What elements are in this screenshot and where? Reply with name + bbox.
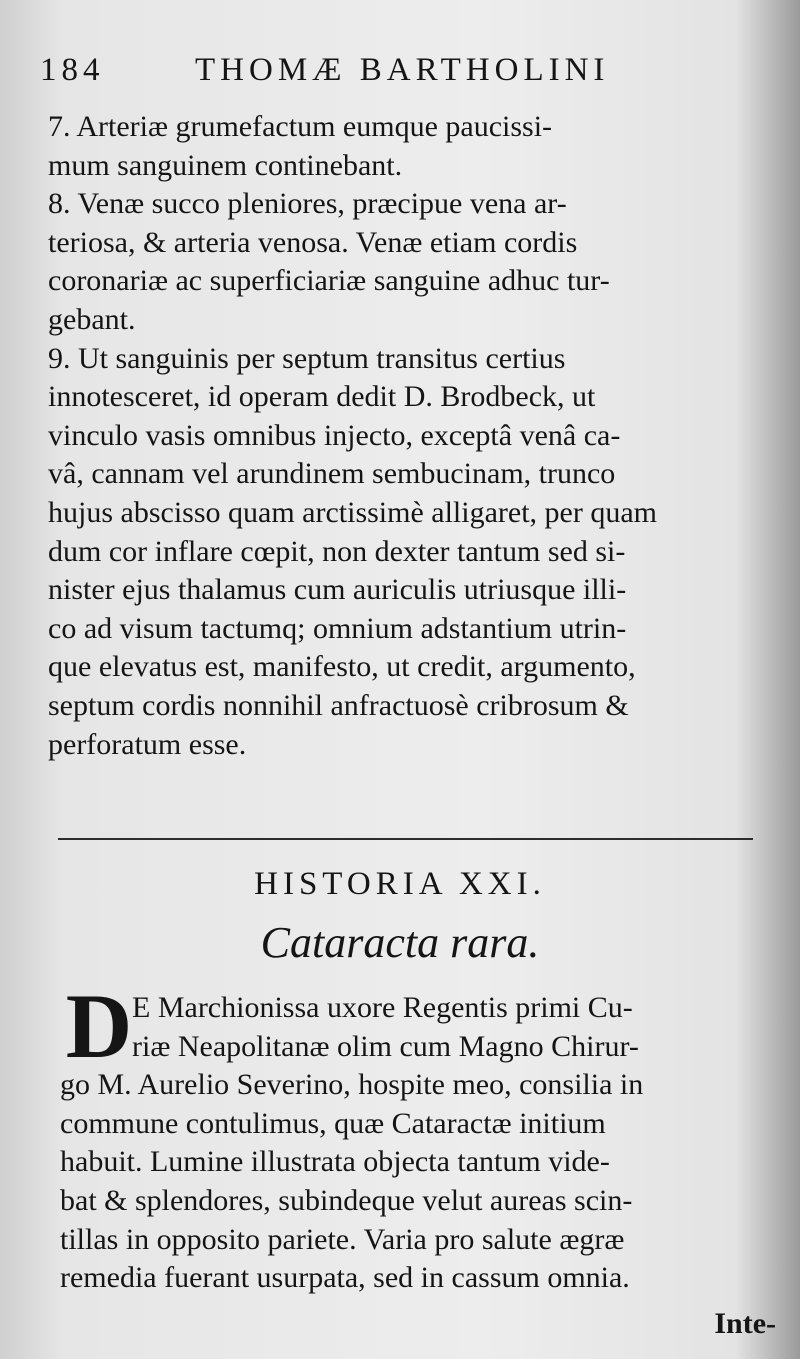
text-line: nister ejus thalamus cum auriculis utriusque illi- bbox=[48, 573, 627, 607]
section-divider bbox=[58, 838, 753, 840]
text-line: perforatum esse. bbox=[48, 727, 247, 761]
text-line: 9. Ut sanguinis per septum transitus certius bbox=[48, 341, 566, 375]
text-line: septum cordis nonnihil anfractuosè cribrosum & bbox=[48, 688, 629, 722]
text-line: hujus abscisso quam arctissimè alligaret, per quam bbox=[48, 495, 658, 529]
text-line: riæ Neapolitanæ olim cum Magno Chirur- bbox=[132, 1029, 639, 1063]
page-number: 184 bbox=[40, 52, 105, 88]
drop-cap-letter: D bbox=[65, 975, 133, 1077]
section-title: Cataracta rara. bbox=[260, 918, 540, 967]
text-line: 8. Venæ succo pleniores, præcipue vena ar- bbox=[48, 187, 567, 221]
text-line: E Marchionissa uxore Regentis primi Cu- bbox=[132, 991, 633, 1024]
text-line: vinculo vasis omnibus injecto, exceptâ venâ ca- bbox=[48, 418, 621, 452]
text-line: gebant. bbox=[48, 302, 136, 336]
upper-body-text bbox=[48, 108, 760, 764]
text-line: bat & splendores, subindeque velut aureas scin- bbox=[60, 1183, 633, 1217]
text-line: co ad visum tactumq; omnium adstantium utrin- bbox=[48, 611, 627, 645]
section-heading: HISTORIA XXI. bbox=[254, 866, 546, 902]
text-line: que elevatus est, manifesto, ut credit, argumento, bbox=[48, 650, 636, 684]
text-line: 7. Arteriæ grumefactum eumque paucissi- bbox=[48, 110, 553, 143]
text-line: tillas in opposito pariete. Varia pro salute ægræ bbox=[60, 1222, 625, 1256]
text-line: mum sanguinem continebant. bbox=[48, 148, 403, 182]
text-line: coronariæ ac superficiariæ sanguine adhuc tur- bbox=[48, 264, 610, 298]
text-line: remedia fuerant usurpata, sed in cassum omnia. bbox=[60, 1261, 630, 1295]
running-head: THOMÆ BARTHOLINI bbox=[195, 52, 610, 88]
page-header bbox=[40, 52, 760, 102]
text-line: habuit. Lumine illustrata objecta tantum vide- bbox=[60, 1145, 610, 1179]
section-body-text bbox=[60, 989, 766, 1298]
text-line: commune contulimus, quæ Cataractæ initium bbox=[60, 1106, 606, 1140]
text-line: vâ, cannam vel arundinem sembucinam, trunco bbox=[48, 457, 616, 491]
text-line: dum cor inflare cœpit, non dexter tantum sed si- bbox=[48, 534, 626, 568]
catchword: Inte- bbox=[714, 1307, 776, 1340]
text-line: teriosa, & arteria venosa. Venæ etiam cordis bbox=[48, 225, 578, 259]
text-line: innotesceret, id operam dedit D. Brodbeck, ut bbox=[48, 380, 596, 414]
text-line: go M. Aurelio Severino, hospite meo, consilia in bbox=[60, 1068, 644, 1102]
